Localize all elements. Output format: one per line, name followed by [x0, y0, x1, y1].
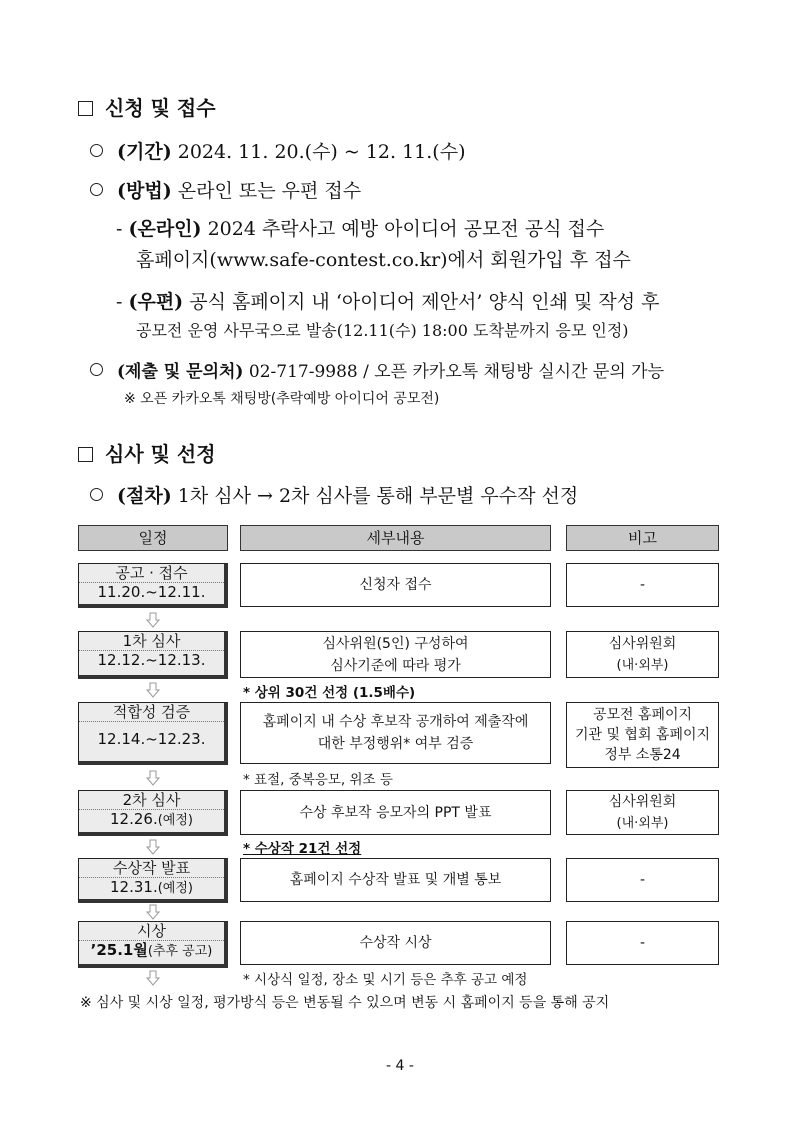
remark-announce: -: [566, 563, 719, 607]
note-plagiarism: * 표절, 중복응모, 위조 등: [243, 772, 393, 788]
footer-note: ※ 심사 및 시상 일정, 평가방식 등은 변동될 수 있으며 변동 시 홈페이지 등을 통해 공지: [80, 995, 610, 1011]
remark-announcement: -: [566, 858, 719, 902]
page-number: - 4 -: [386, 1058, 414, 1074]
online-line-2: 홈페이지(www.safe-contest.co.kr)에서 회원가입 후 접수: [136, 249, 631, 271]
detail-award: 수상작 시상: [240, 921, 551, 965]
circle-bullet-icon: [90, 183, 103, 196]
stage-verification: 적합성 검증 12.14.~12.23.: [78, 702, 228, 765]
detail-announcement: 홈페이지 수상작 발표 및 개별 통보: [240, 858, 551, 902]
square-bullet-icon: [78, 101, 93, 116]
remark-award: -: [566, 921, 719, 965]
section-heading-apply: 신청 및 접수: [78, 92, 216, 121]
procedure-line: (절차) 1차 심사 → 2차 심사를 통해 부문별 우수작 선정: [90, 481, 578, 508]
stage-second-review: 2차 심사 12.26.(예정): [78, 790, 228, 836]
post-line-1: - (우편) 공식 홈페이지 내 ‘아이디어 제안서’ 양식 인쇄 및 작성 후: [116, 291, 660, 313]
down-arrow-icon: [146, 839, 160, 855]
note-ceremony: * 시상식 일정, 장소 및 시기 등은 추후 공고 예정: [243, 972, 528, 988]
circle-bullet-icon: [90, 363, 103, 376]
section-heading-review: 심사 및 선정: [78, 438, 216, 467]
header-schedule: 일정: [78, 525, 228, 551]
remark-verification: 공모전 홈페이지 기관 및 협회 홈페이지 정부 소통24: [566, 702, 719, 768]
down-arrow-icon: [146, 682, 160, 698]
circle-bullet-icon: [90, 488, 103, 501]
period-line: (기간) 2024. 11. 20.(수) ~ 12. 11.(수): [90, 137, 466, 164]
down-arrow-icon: [146, 612, 160, 628]
stage-first-review: 1차 심사 12.12.~12.13.: [78, 631, 228, 679]
remark-first-review: 심사위원회 (내·외부): [566, 631, 719, 678]
remark-second-review: 심사위원회 (내·외부): [566, 790, 719, 835]
note-top30: * 상위 30건 선정 (1.5배수): [243, 685, 416, 701]
square-bullet-icon: [78, 447, 93, 462]
stage-announce: 공고 · 접수 11.20.~12.11.: [78, 563, 228, 608]
header-remarks: 비고: [566, 525, 719, 551]
detail-verification: 홈페이지 내 수상 후보작 공개하여 제출작에 대한 부정행위* 여부 검증: [240, 702, 551, 764]
stage-award: 시상 ’25.1월(추후 공고): [78, 921, 228, 968]
circle-bullet-icon: [90, 144, 103, 157]
note-21-winners: * 수상작 21건 선정: [243, 841, 362, 857]
down-arrow-icon: [146, 770, 160, 786]
header-details: 세부내용: [240, 525, 551, 551]
down-arrow-icon: [146, 904, 160, 920]
detail-announce: 신청자 접수: [240, 563, 551, 607]
contact-line: (제출 및 문의처) 02-717-9988 / 오픈 카카오톡 채팅방 실시간 문의 가능: [90, 357, 664, 382]
post-line-2: 공모전 운영 사무국으로 발송(12.11(수) 18:00 도착분까지 응모 인정): [136, 321, 629, 340]
detail-second-review: 수상 후보작 응모자의 PPT 발표: [240, 790, 551, 835]
method-line: (방법) 온라인 또는 우편 접수: [90, 176, 361, 203]
detail-first-review: 심사위원(5인) 구성하여 심사기준에 따라 평가: [240, 631, 551, 678]
stage-announcement: 수상작 발표 12.31.(예정): [78, 858, 228, 903]
down-arrow-icon: [146, 970, 160, 986]
online-line-1: - (온라인) 2024 추락사고 예방 아이디어 공모전 공식 접수: [116, 218, 605, 240]
contact-note: ※ 오픈 카카오톡 채팅방(추락예방 아이디어 공모전): [124, 391, 440, 407]
